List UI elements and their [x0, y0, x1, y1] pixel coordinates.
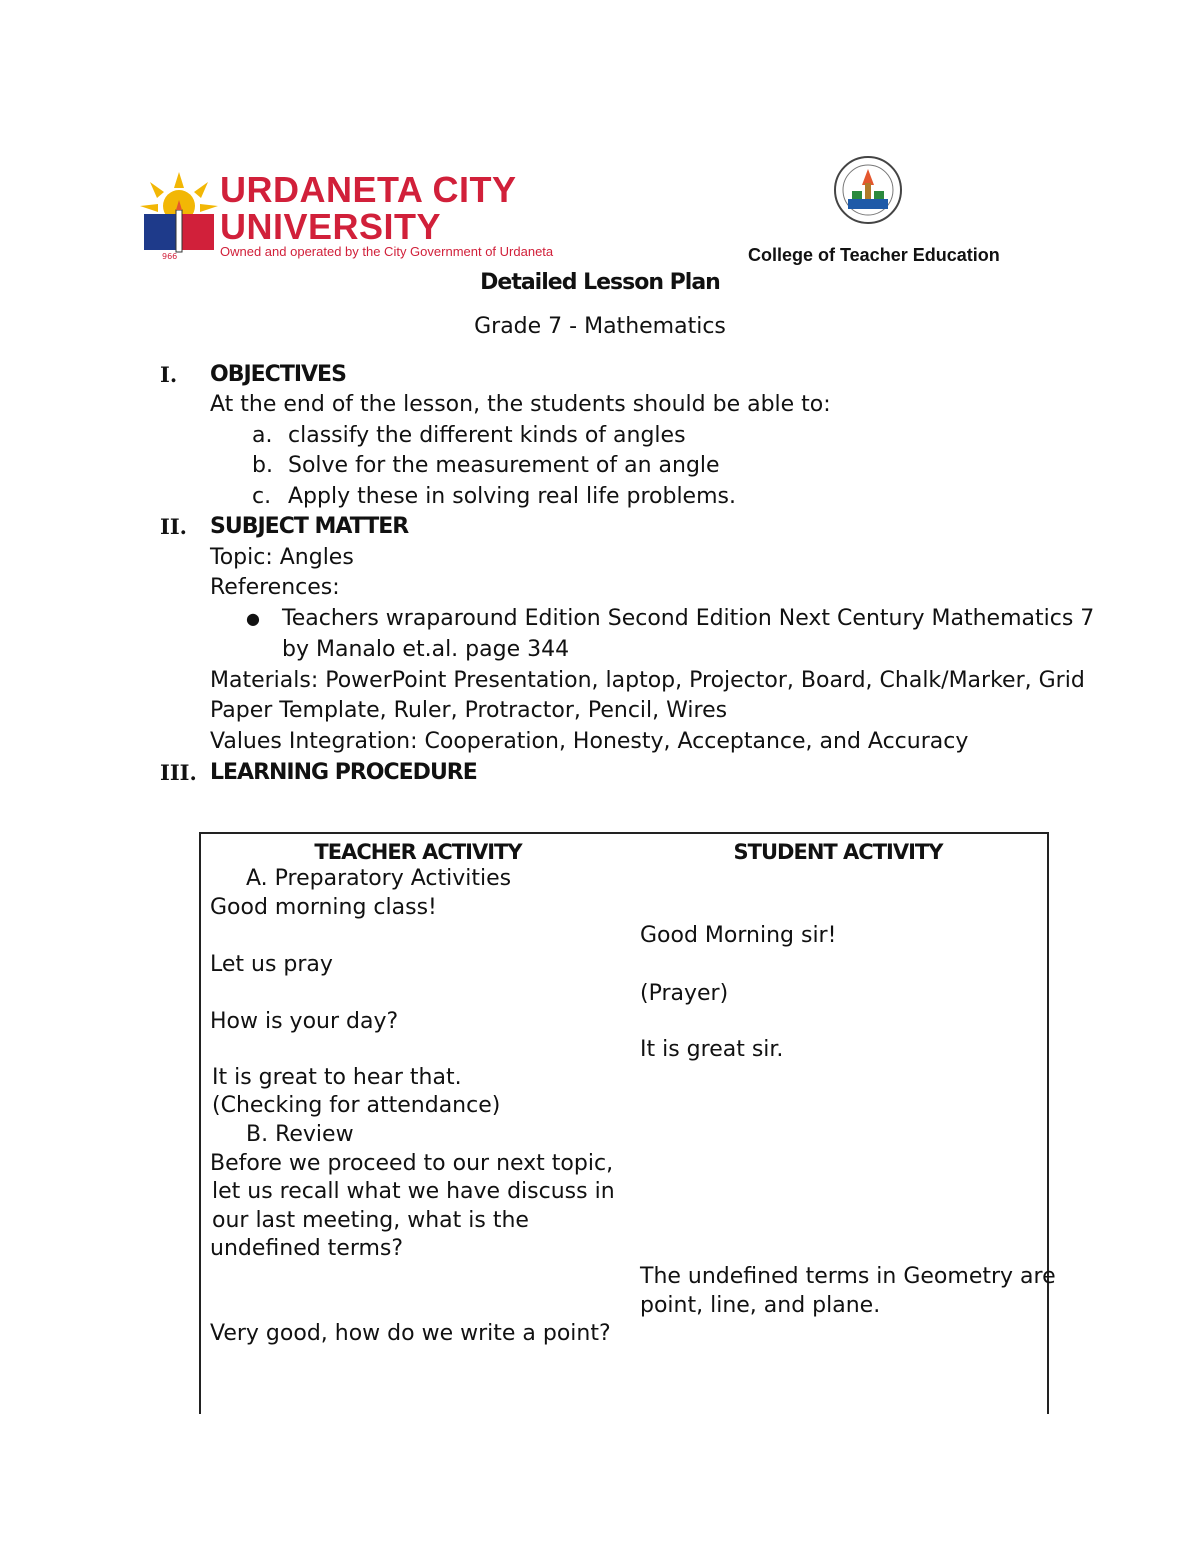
objective-item: classify the different kinds of angles [288, 423, 686, 448]
list-marker: c. [252, 484, 272, 509]
bullet-icon: ● [246, 609, 260, 628]
section-heading-procedure: LEARNING PROCEDURE [210, 760, 477, 785]
university-name-line1: URDANETA CITY [220, 169, 517, 210]
teacher-line: Very good, how do we write a point? [210, 1321, 611, 1346]
university-tagline: Owned and operated by the City Government of Urdaneta [220, 244, 554, 259]
teacher-line: Before we proceed to our next topic, [210, 1151, 614, 1176]
teacher-activity-header: TEACHER ACTIVITY [314, 840, 522, 864]
student-activity-header: STUDENT ACTIVITY [733, 840, 943, 864]
student-line: Good Morning sir! [640, 923, 837, 948]
section-numeral: I. [160, 362, 178, 387]
list-marker: a. [252, 423, 273, 448]
university-logo [140, 170, 218, 260]
objective-item: Solve for the measurement of an angle [288, 453, 720, 478]
college-label: College of Teacher Education [748, 245, 1000, 265]
teacher-line: Good morning class! [210, 895, 437, 920]
values-line: Values Integration: Cooperation, Honesty, Acceptance, and Accuracy [210, 729, 969, 754]
teacher-line: A. Preparatory Activities [246, 866, 512, 891]
section-heading-objectives: OBJECTIVES [210, 362, 346, 387]
teacher-line: B. Review [246, 1122, 354, 1147]
sun-emblem-icon [140, 170, 218, 260]
materials-line: Materials: PowerPoint Presentation, laptop, Projector, Board, Chalk/Marker, Grid [210, 668, 1085, 693]
topic-line: Topic: Angles [210, 545, 354, 570]
document-subtitle: Grade 7 - Mathematics [474, 314, 726, 339]
teacher-line: undefined terms? [210, 1236, 404, 1261]
college-seal-icon [828, 155, 908, 225]
section-numeral: III. [160, 760, 197, 785]
svg-text:966: 966 [162, 252, 178, 260]
teacher-line: our last meeting, what is the [212, 1208, 529, 1233]
objectives-intro: At the end of the lesson, the students should be able to: [210, 392, 831, 417]
reference-line: Teachers wraparound Edition Second Edition Next Century Mathematics 7 [282, 606, 1095, 631]
student-line: The undefined terms in Geometry are [640, 1264, 1056, 1289]
student-line: It is great sir. [640, 1037, 784, 1062]
objective-item: Apply these in solving real life problems. [288, 484, 736, 509]
document-title: Detailed Lesson Plan [480, 270, 720, 295]
materials-line: Paper Template, Ruler, Protractor, Pencil, Wires [210, 698, 728, 723]
section-heading-subject-matter: SUBJECT MATTER [210, 514, 409, 539]
list-marker: b. [252, 453, 273, 478]
teacher-line: Let us pray [210, 952, 333, 977]
reference-line: by Manalo et.al. page 344 [282, 637, 570, 662]
teacher-line: (Checking for attendance) [212, 1093, 501, 1118]
references-label: References: [210, 575, 340, 600]
university-name-line2: UNIVERSITY [220, 206, 442, 247]
section-numeral: II. [160, 514, 187, 539]
student-line: (Prayer) [640, 981, 729, 1006]
teacher-line: How is your day? [210, 1009, 399, 1034]
student-line: point, line, and plane. [640, 1293, 881, 1318]
teacher-line: It is great to hear that. [212, 1065, 462, 1090]
teacher-line: let us recall what we have discuss in [212, 1179, 615, 1204]
